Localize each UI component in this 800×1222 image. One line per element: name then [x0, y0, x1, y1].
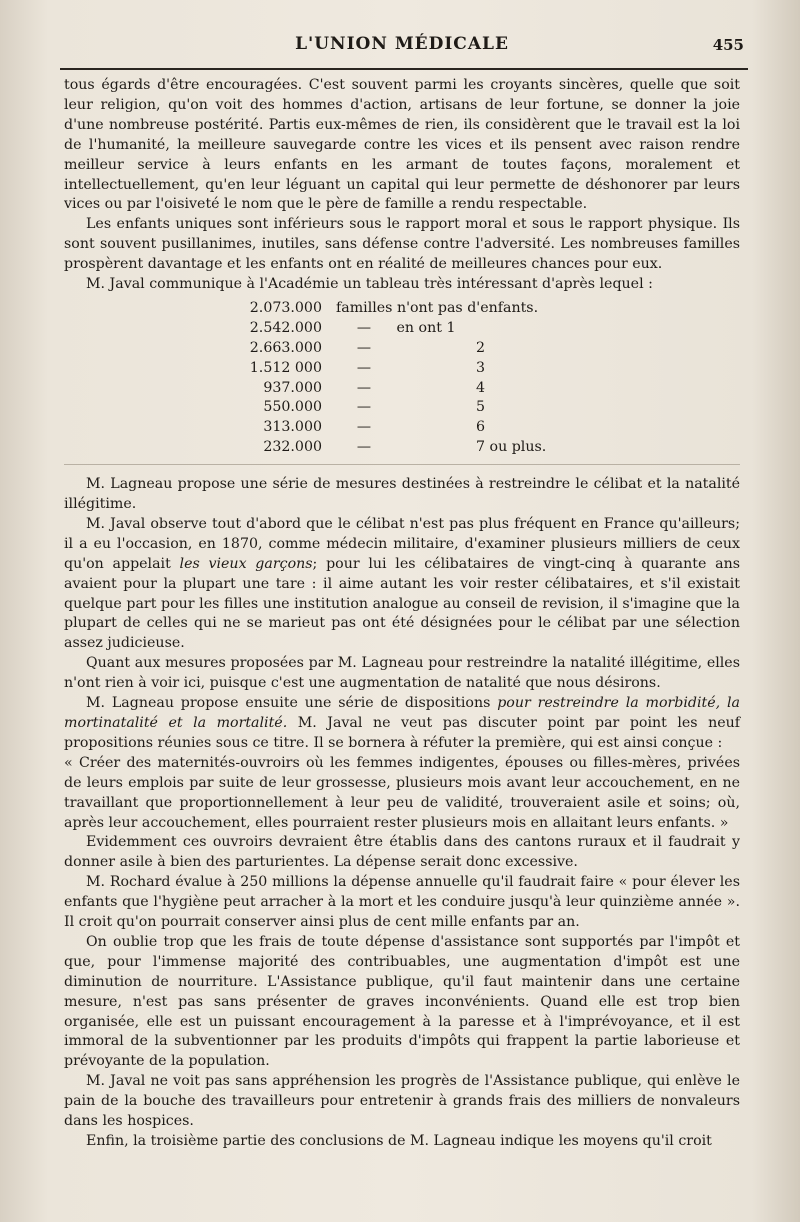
table-count: 937.000: [263, 379, 322, 396]
paragraph: tous égards d'être encouragées. C'est souvent parmi les croyants sincères, quelle que soit leur religion, qu'on voit des hommes d'action, artisans de leur fortune, se donner la joie d'une nombreuse postérité. Partis eux-mêmes de rien, ils considèrent que le travail est la loi de l'humanité, la meilleure sauvegarde contre les vices et ils pensent avec raison rendre meilleur service à leurs enfants en les armant de toutes façons, moralement et intellectuellement, qu'en leur léguant un capital qui leur permette de déshonorer par leurs vices ou par l'oisiveté le nom que le père de famille a rendu respectable.: [64, 77, 740, 213]
table-description: [336, 418, 740, 438]
table-description: [336, 398, 740, 418]
table-row: [64, 339, 740, 359]
paragraph: Enfin, la troisième partie des conclusions de M. Lagneau indique les moyens qu'il croit: [86, 1133, 712, 1149]
paragraph: M. Javal ne voit pas sans appréhension les progrès de l'Assistance publique, qui enlève le pain de la bouche des travailleurs pour entretenir à grands frais des milliers de nonvaleurs dans les hospices.: [64, 1073, 740, 1130]
table-count: 2.663.000: [249, 339, 322, 356]
table-description: familles n'ont pas d'enfants.: [336, 299, 539, 316]
table-row: [64, 299, 740, 319]
table-count: 2.073.000: [249, 299, 322, 316]
table-dash: —: [356, 339, 372, 356]
italic-span: pour restreindre la morbidité, la mortinatalité et la mortalité.: [64, 695, 740, 731]
table-row: [64, 418, 740, 438]
table-value: 4: [476, 379, 486, 396]
table-value: 1: [446, 319, 456, 336]
text-span: ; pour lui les célibataires de vingt-cinq à quarante ans avaient pour la plupart une tare : il aime autant les voir rester célibataires, et s'il existait quelque part pour les filles une institution analogue au conseil de revision, il s'imagine que la plupart de celles qui ne se marieut pas ont été désignées pour le célibat par une sélection assez judicieuse.: [64, 555, 740, 652]
table-row: [64, 379, 740, 399]
table-dash: —: [356, 319, 372, 336]
paragraph: [64, 694, 740, 754]
table-en-ont: en ont: [396, 319, 442, 336]
table-rule: [64, 464, 740, 465]
text-span: M. Javal observe tout d'abord que le célibat n'est pas plus fréquent en France qu'ailleurs; il a eu l'occasion, en 1870, comme médecin militaire, d'examiner plusieurs milliers de ceux qu'on appelait: [64, 515, 740, 572]
page-number: 455: [712, 36, 744, 54]
running-title: L'UNION MÉDICALE: [295, 34, 509, 54]
table-row: [64, 319, 740, 339]
table-description: [336, 359, 740, 379]
paragraph: Evidemment ces ouvroirs devraient être établis dans des cantons ruraux et il faudrait y donner asile à bien des parturientes. La dépense serait donc excessive.: [64, 834, 740, 871]
text-span: M. Lagneau propose ensuite une série de dispositions: [86, 695, 498, 712]
quotation: « Créer des maternités-ouvroirs où les femmes indigentes, épouses ou filles-mères, privées de leurs emplois par suite de leur grossesse, plusieurs mois avant leur accouchement, en ne travaillant que proportionnellement à leur peu de validité, trouveraient asile et soins; où, après leur accouchement, elles pourraient rester plusieurs mois en allaitant leurs enfants. »: [64, 754, 740, 831]
table-count: 1.512 000: [249, 359, 322, 376]
table-description: [336, 339, 740, 359]
text-span: M. Javal ne veut pas discuter point par point les neuf propositions réunies sous ce titre. Il se bornera à réfuter la première, qui est ainsi conçue :: [64, 714, 740, 751]
table-value: 5: [476, 399, 486, 416]
table-dash: —: [356, 419, 372, 436]
article-body: [64, 76, 740, 1152]
table-description: [336, 319, 740, 339]
table-count: 232.000: [263, 439, 322, 456]
italic-span: les vieux garçons: [179, 555, 313, 572]
table-row: [64, 359, 740, 379]
table-row: [64, 438, 740, 458]
table-dash: —: [356, 439, 372, 456]
table-row: [64, 398, 740, 418]
table-dash: —: [356, 379, 372, 396]
paragraph: On oublie trop que les frais de toute dépense d'assistance sont supportés par l'impôt et que, pour l'immense majorité des contribuables, une augmentation d'impôt est une diminution de nourriture. L'Assistance publique, qu'il faut maintenir dans une certaine mesure, n'est pas sans présenter de graves inconvénients. Quand elle est trop bien organisée, elle est un puissant encouragement à la paresse et à l'imprévoyance, et il est immoral de la subventionner par les produits d'impôts qui frappent la partie laborieuse et prévoyante de la population.: [64, 933, 740, 1070]
table-count: 2.542.000: [249, 319, 322, 336]
paragraph: Les enfants uniques sont inférieurs sous le rapport moral et sous le rapport physique. Ils sont souvent pusillanimes, inutiles, sans défense contre l'adversité. Les nombreuses familles prospèrent davantage et les enfants ont en réalité de meilleures chances pour eux.: [64, 216, 740, 273]
table-value: 3: [476, 359, 486, 376]
table-count: 313.000: [263, 419, 322, 436]
paragraph: M. Javal communique à l'Académie un tableau très intéressant d'après lequel :: [86, 276, 653, 293]
paragraph: M. Rochard évalue à 250 millions la dépense annuelle qu'il faudrait faire « pour élever les enfants que l'hygiène peut arracher à la mort et les conduire jusqu'à leur quinzième année ». Il croit qu'on pourrait conserver ainsi plus de cent mille enfants par an.: [64, 874, 740, 931]
paragraph: [64, 515, 740, 654]
page-header: [62, 30, 742, 60]
statistics-table: [64, 299, 740, 458]
table-dash: —: [356, 359, 372, 376]
header-rule: [60, 68, 748, 70]
table-value: 2: [476, 339, 486, 356]
table-description: [336, 438, 740, 458]
table-count: 550.000: [263, 399, 322, 416]
paragraph: M. Lagneau propose une série de mesures destinées à restreindre le célibat et la natalité illégitime.: [64, 476, 740, 512]
table-description: [336, 379, 740, 399]
paragraph: Quant aux mesures proposées par M. Lagneau pour restreindre la natalité illégitime, elles n'ont rien à voir ici, puisque c'est une augmentation de natalité que nous désirons.: [64, 655, 740, 692]
table-value: 6: [476, 419, 486, 436]
table-value: 7 ou plus.: [476, 439, 547, 456]
table-dash: —: [356, 399, 372, 416]
